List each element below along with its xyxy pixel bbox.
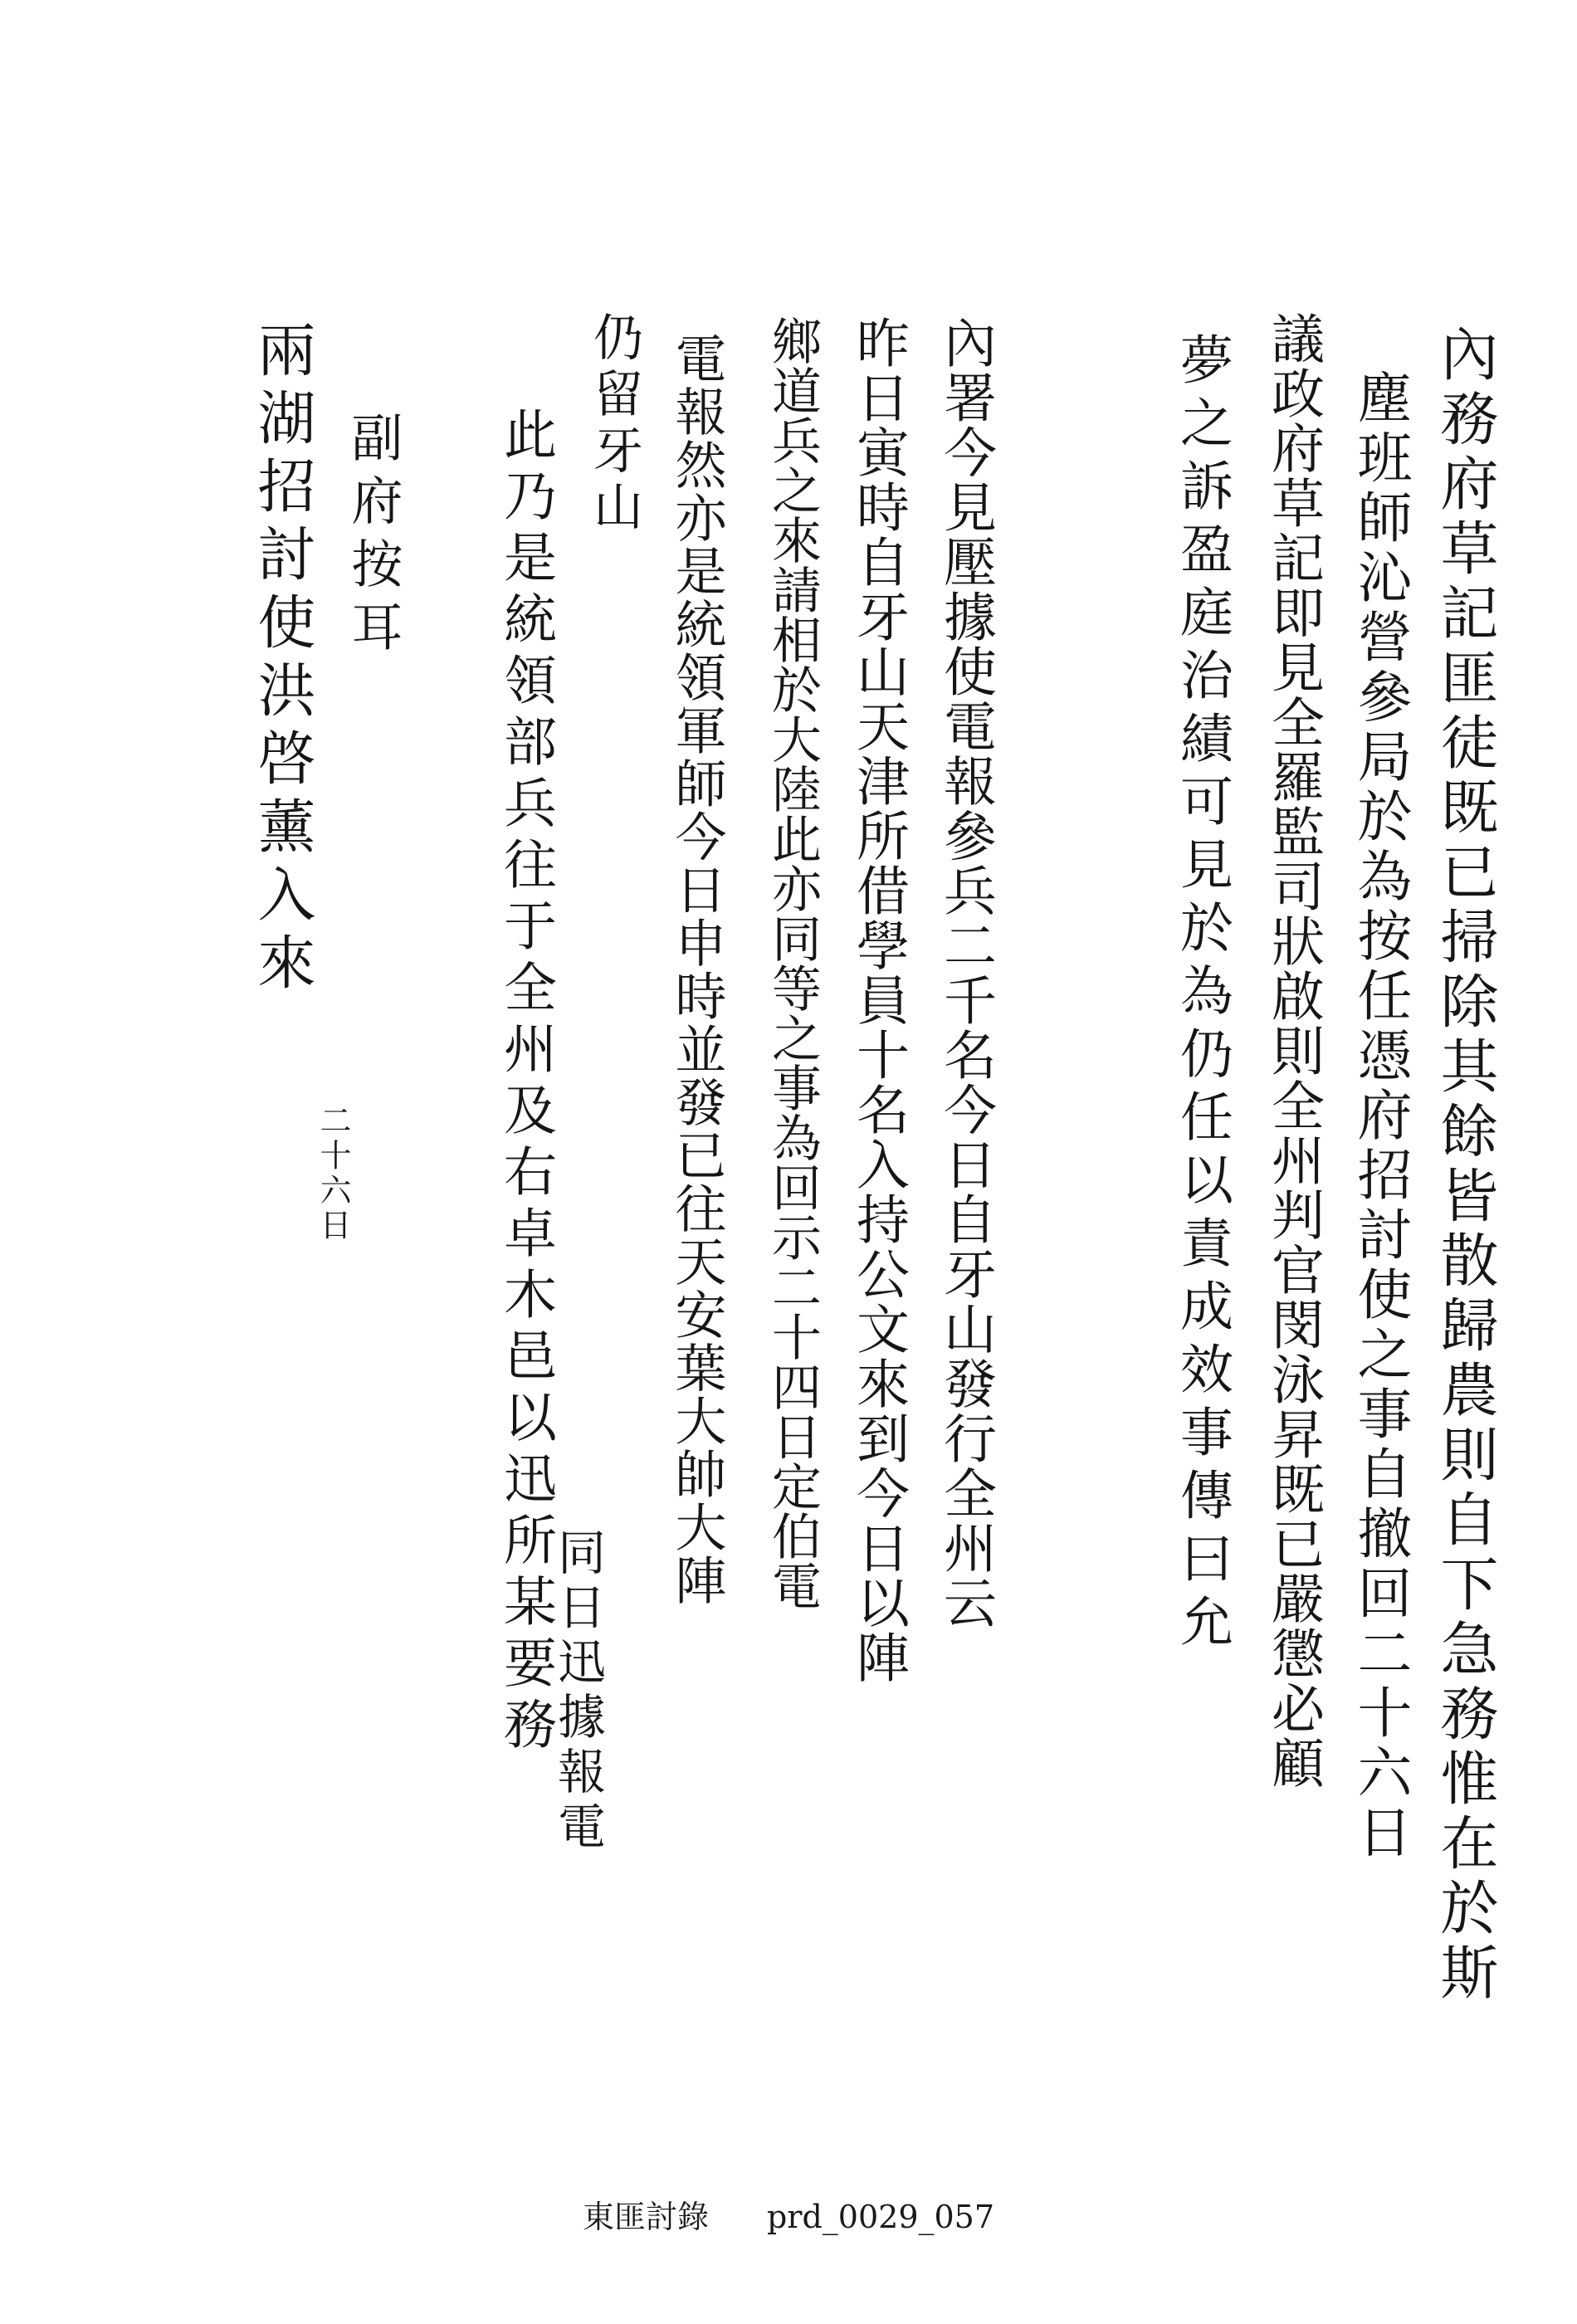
text-column: 塵班師沁營參局於為按任憑府招討使之事自撤回二十六日: [1348, 369, 1412, 1863]
text-column: 昨日寅時自牙山天津所借學員十名入持公文來到今日以陣: [847, 315, 909, 1685]
text-column: 同日迅據報電: [549, 1527, 606, 1856]
footer-title: 東匪討錄: [582, 2199, 709, 2235]
text-column: 副府按耳: [343, 411, 403, 663]
text-column: 內務府草記匪徒既已掃除其餘皆散歸農則自下急務惟在於斯: [1431, 324, 1499, 2007]
text-column: 電報然亦是統領軍師今日申時並發已往天安葉大帥大陣: [666, 332, 727, 1607]
text-column: 內署今見壓據使電報參兵二千名今日自牙山發行全州云: [935, 315, 996, 1630]
text-column: 議政府草記即見全羅監司狀啟則全州判官閔泳昇既已嚴懲必顧: [1262, 311, 1324, 1790]
text-column: 夢之訴盈庭治績可見於為仍任以責成效事傳曰允: [1171, 332, 1233, 1657]
text-column: 鄉道兵之來請相於大陸此亦同等之事為回示二十四日定伯電: [764, 315, 822, 1610]
text-column: 此乃是統領部兵往于全州及右卓木邑以迅所某要務: [495, 407, 556, 1758]
text-column: 兩湖招討使洪啓薰入來: [248, 320, 316, 1000]
footer-page-id: prd_0029_057: [766, 2199, 995, 2235]
text-column: 二十六日: [315, 1104, 351, 1243]
page-footer: [0, 2191, 1577, 2237]
text-column: 仍留牙山: [585, 311, 643, 537]
